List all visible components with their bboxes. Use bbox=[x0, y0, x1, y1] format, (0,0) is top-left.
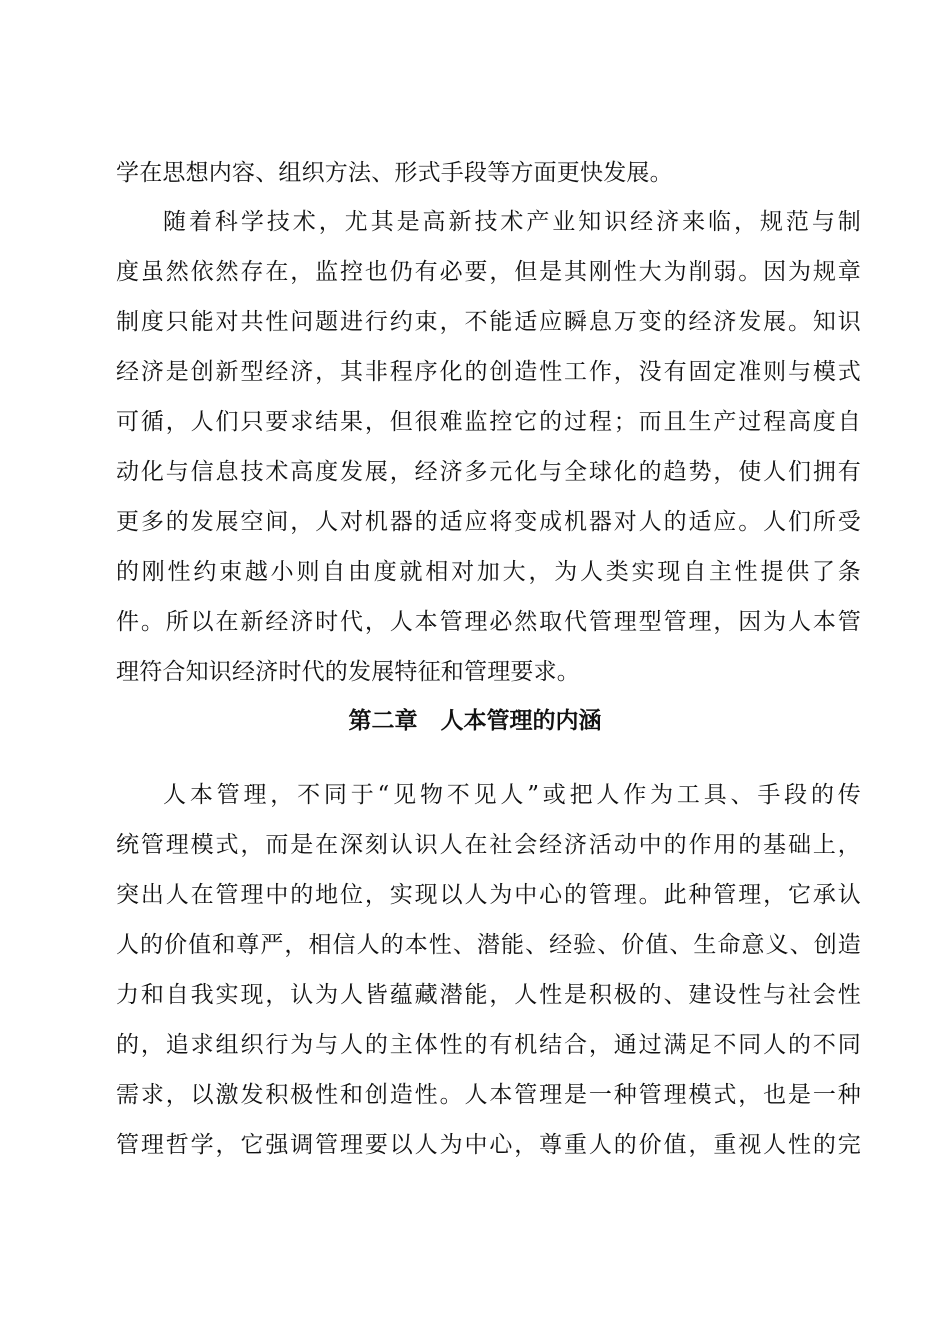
text-line: 需求，以激发积极性和创造性。人本管理是一种管理模式，也是一种 bbox=[116, 1082, 861, 1108]
text-line: 人的价值和尊严，相信人的本性、潜能、经验、价值、生命意义、创造 bbox=[116, 932, 861, 958]
text-line: 人本管理，不同于“见物不见人”或把人作为工具、手段的传 bbox=[163, 782, 861, 808]
text-line: 随着科学技术，尤其是高新技术产业知识经济来临，规范与制 bbox=[163, 209, 861, 235]
text-line: 学在思想内容、组织方法、形式手段等方面更快发展。 bbox=[116, 160, 673, 186]
chapter-heading: 第二章 人本管理的内涵 bbox=[348, 708, 602, 734]
text-line: 可循，人们只要求结果，但很难监控它的过程；而且生产过程高度自 bbox=[116, 409, 861, 435]
text-line: 经济是创新型经济，其非程序化的创造性工作，没有固定准则与模式 bbox=[116, 359, 861, 385]
text-line: 管理哲学，它强调管理要以人为中心，尊重人的价值，重视人性的完 bbox=[116, 1132, 861, 1158]
text-line: 的刚性约束越小则自由度就相对加大，为人类实现自主性提供了条 bbox=[116, 559, 861, 585]
text-line: 力和自我实现，认为人皆蕴藏潜能，人性是积极的、建设性与社会性 bbox=[116, 982, 861, 1008]
text-line: 动化与信息技术高度发展，经济多元化与全球化的趋势，使人们拥有 bbox=[116, 459, 861, 485]
text-line: 更多的发展空间，人对机器的适应将变成机器对人的适应。人们所受 bbox=[116, 509, 861, 535]
text-line: 制度只能对共性问题进行约束，不能适应瞬息万变的经济发展。知识 bbox=[116, 309, 861, 335]
text-line: 突出人在管理中的地位，实现以人为中心的管理。此种管理，它承认 bbox=[116, 882, 861, 908]
text-line: 统管理模式，而是在深刻认识人在社会经济活动中的作用的基础上， bbox=[116, 832, 861, 858]
text-line: 的，追求组织行为与人的主体性的有机结合，通过满足不同人的不同 bbox=[116, 1032, 861, 1058]
text-line: 度虽然依然存在，监控也仍有必要，但是其刚性大为削弱。因为规章 bbox=[116, 259, 861, 285]
text-line: 理符合知识经济时代的发展特征和管理要求。 bbox=[116, 659, 580, 685]
text-line: 件。所以在新经济时代，人本管理必然取代管理型管理，因为人本管 bbox=[116, 609, 861, 635]
